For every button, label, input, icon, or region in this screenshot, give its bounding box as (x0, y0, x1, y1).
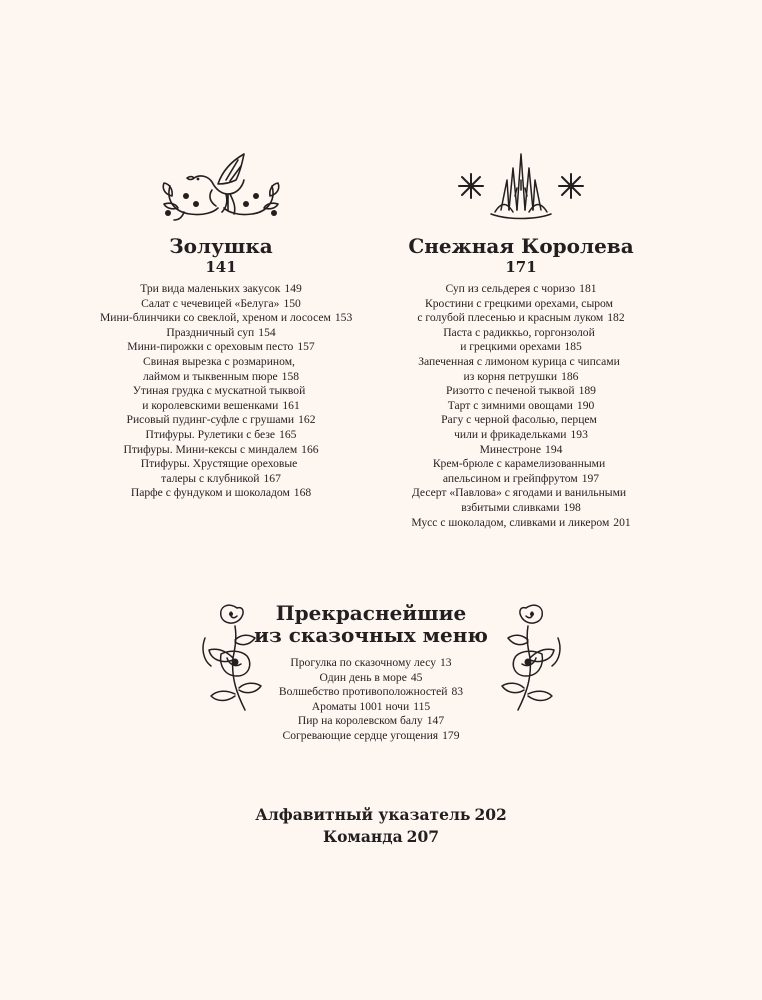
toc-entry-text: Согревающие сердце угощения (282, 728, 439, 742)
toc-entry-page: 154 (258, 325, 276, 339)
toc-entry (400, 501, 642, 516)
toc-entry (100, 355, 342, 370)
toc-entry (250, 656, 492, 671)
toc-entry (400, 384, 642, 399)
back-matter-list (0, 804, 762, 848)
toc-entry-text: Мини-пирожки с ореховым песто (127, 340, 294, 354)
toc-entry-text: с голубой плесенью и красным луком (417, 311, 604, 325)
toc-entry (0, 804, 762, 826)
toc-entry-text: Тарт с зимними овощами (447, 398, 573, 412)
toc-entry-page: 162 (298, 413, 316, 427)
toc-entry (400, 443, 642, 458)
toc-entry-text: Свиная вырезка с розмарином, (143, 354, 295, 368)
toc-entry-text: Алфавитный указатель (255, 805, 471, 824)
recipe-list (100, 282, 353, 501)
toc-entry-page: 45 (410, 670, 423, 684)
toc-entry-text: Суп из сельдерея с чоризо (445, 282, 576, 295)
toc-entry-page: 202 (474, 805, 507, 824)
toc-entry (250, 685, 492, 700)
toc-entry-text: Волшебство противоположностей (278, 685, 448, 699)
section-title-line-1: Прекраснейшие (275, 601, 467, 625)
menu-list (250, 656, 492, 744)
toc-entry (100, 297, 342, 312)
section-title-line-2: из сказочных меню (254, 623, 488, 647)
toc-entry (100, 428, 342, 443)
toc-entry-page: 189 (578, 384, 596, 398)
toc-entry (400, 399, 642, 414)
toc-entry-page: 149 (284, 282, 302, 295)
toc-entry (250, 714, 492, 729)
toc-entry-text: Минестроне (479, 442, 542, 456)
toc-entry-text: лаймом и тыквенным пюре (142, 369, 278, 383)
toc-entry (400, 326, 642, 341)
toc-entry-text: Десерт «Павлова» с ягодами и ванильными (411, 486, 627, 500)
toc-entry-text: Рисовый пудинг-суфле с грушами (126, 413, 295, 427)
ice-crown-with-snowflakes-icon (451, 150, 591, 222)
toc-entry-page: 179 (442, 728, 460, 742)
toc-entry (400, 457, 642, 472)
toc-entry-text: Мини-блинчики со свеклой, хреном и лососем (100, 311, 331, 325)
toc-entry (100, 384, 342, 399)
toc-entry-page: 165 (279, 427, 297, 441)
toc-entry (400, 311, 642, 326)
toc-entry (100, 413, 342, 428)
recipe-list (400, 282, 642, 530)
toc-entry-text: Кростини с грецкими орехами, сыром (425, 296, 613, 310)
section-cinderella (100, 150, 353, 501)
toc-entry-text: Птифуры. Хрустящие ореховые (140, 457, 298, 471)
toc-entry-page: 147 (426, 714, 445, 728)
toc-entry-text: Птифуры. Рулетики с безе (145, 427, 276, 441)
toc-entry (250, 729, 492, 744)
toc-entry-page: 166 (301, 442, 319, 456)
toc-entry (400, 340, 642, 355)
toc-entry (100, 282, 342, 297)
section-page-number: 171 (505, 258, 537, 276)
toc-entry (400, 355, 642, 370)
toc-entry-page: 190 (576, 398, 595, 412)
toc-entry-text: Крем-брюле с карамелизованными (432, 457, 606, 471)
toc-entry-text: Утиная грудка с мускатной тыквой (132, 384, 306, 398)
section-snow-queen (400, 150, 642, 530)
toc-entry-text: Рагу с черной фасолью, перцем (441, 413, 597, 427)
toc-entry (100, 340, 342, 355)
toc-entry-page: 153 (334, 311, 353, 325)
toc-entry-text: Один день в море (319, 670, 407, 684)
toc-entry-text: и королевскими вешенками (142, 398, 279, 412)
toc-entry-text: Три вида маленьких закусок (140, 282, 281, 295)
toc-entry-page: 167 (263, 471, 281, 485)
toc-entry-page: 181 (579, 282, 597, 295)
toc-entry-text: Команда (322, 827, 403, 846)
toc-entry-text: Мусс с шоколадом, сливками и ликером (411, 515, 610, 529)
toc-entry-page: 83 (451, 685, 464, 699)
toc-entry (400, 486, 642, 501)
dove-with-berries-icon (156, 150, 286, 222)
toc-entry (0, 826, 762, 848)
toc-entry-page: 13 (440, 656, 452, 669)
rose-and-pansy-icon (488, 598, 568, 714)
toc-entry (400, 370, 642, 385)
section-page-number: 141 (205, 258, 237, 276)
toc-entry-text: Парфе с фундуком и шоколадом (130, 486, 290, 500)
toc-entry-page: 207 (406, 827, 440, 846)
toc-entry-page: 161 (282, 398, 300, 412)
toc-entry-text: Запеченная с лимоном курица с чипсами (418, 354, 620, 368)
toc-entry (400, 413, 642, 428)
toc-entry-page: 194 (545, 442, 563, 456)
toc-entry-page: 150 (283, 296, 301, 310)
toc-entry-text: Птифуры. Мини-кексы с миндалем (123, 442, 298, 456)
toc-entry-text: взбитыми сливками (461, 500, 560, 514)
toc-entry (100, 486, 342, 501)
toc-entry (100, 311, 353, 326)
toc-entry-page: 197 (581, 471, 600, 485)
toc-entry (100, 399, 342, 414)
toc-entry-page: 157 (297, 340, 315, 354)
toc-entry-text: Ризотто с печеной тыквой (446, 384, 575, 398)
toc-entry (100, 443, 342, 458)
toc-entry-page: 185 (564, 340, 582, 354)
toc-entry-text: и грецкими орехами (460, 340, 561, 354)
toc-entry (100, 472, 342, 487)
toc-entry-text: апельсином и грейпфрутом (442, 471, 578, 485)
toc-entry-text: Праздничный суп (166, 325, 255, 339)
toc-entry-page: 193 (570, 427, 588, 441)
toc-entry (400, 297, 642, 312)
toc-entry-page: 186 (561, 369, 579, 383)
toc-entry (250, 700, 492, 715)
section-fairy-menus (250, 602, 492, 744)
toc-entry (100, 370, 342, 385)
toc-entry-text: Прогулка по сказочному лесу (290, 656, 436, 669)
toc-entry (250, 671, 492, 686)
section-title: Снежная Королева (408, 234, 634, 258)
toc-entry-text: чили и фрикадельками (454, 427, 567, 441)
toc-entry (400, 428, 642, 443)
toc-entry-page: 182 (607, 311, 625, 325)
toc-entry-page: 168 (293, 486, 312, 500)
toc-entry (100, 457, 342, 472)
toc-entry-page: 115 (413, 699, 431, 713)
toc-entry-page: 198 (563, 500, 581, 514)
toc-entry (400, 516, 642, 531)
toc-entry-text: Салат с чечевицей «Белуга» (141, 296, 280, 310)
toc-entry-page: 158 (281, 369, 300, 383)
toc-entry (400, 472, 642, 487)
toc-entry-text: Паста с радиккьо, горгонзолой (443, 325, 595, 339)
toc-entry-text: из корня петрушки (463, 369, 558, 383)
toc-entry (100, 326, 342, 341)
toc-entry-page: 201 (613, 515, 631, 529)
toc-entry-text: талеры с клубникой (161, 471, 260, 485)
toc-entry (400, 282, 642, 297)
section-title: Золушка (169, 234, 273, 258)
toc-entry-text: Пир на королевском балу (297, 714, 423, 728)
toc-entry-text: Ароматы 1001 ночи (311, 699, 410, 713)
